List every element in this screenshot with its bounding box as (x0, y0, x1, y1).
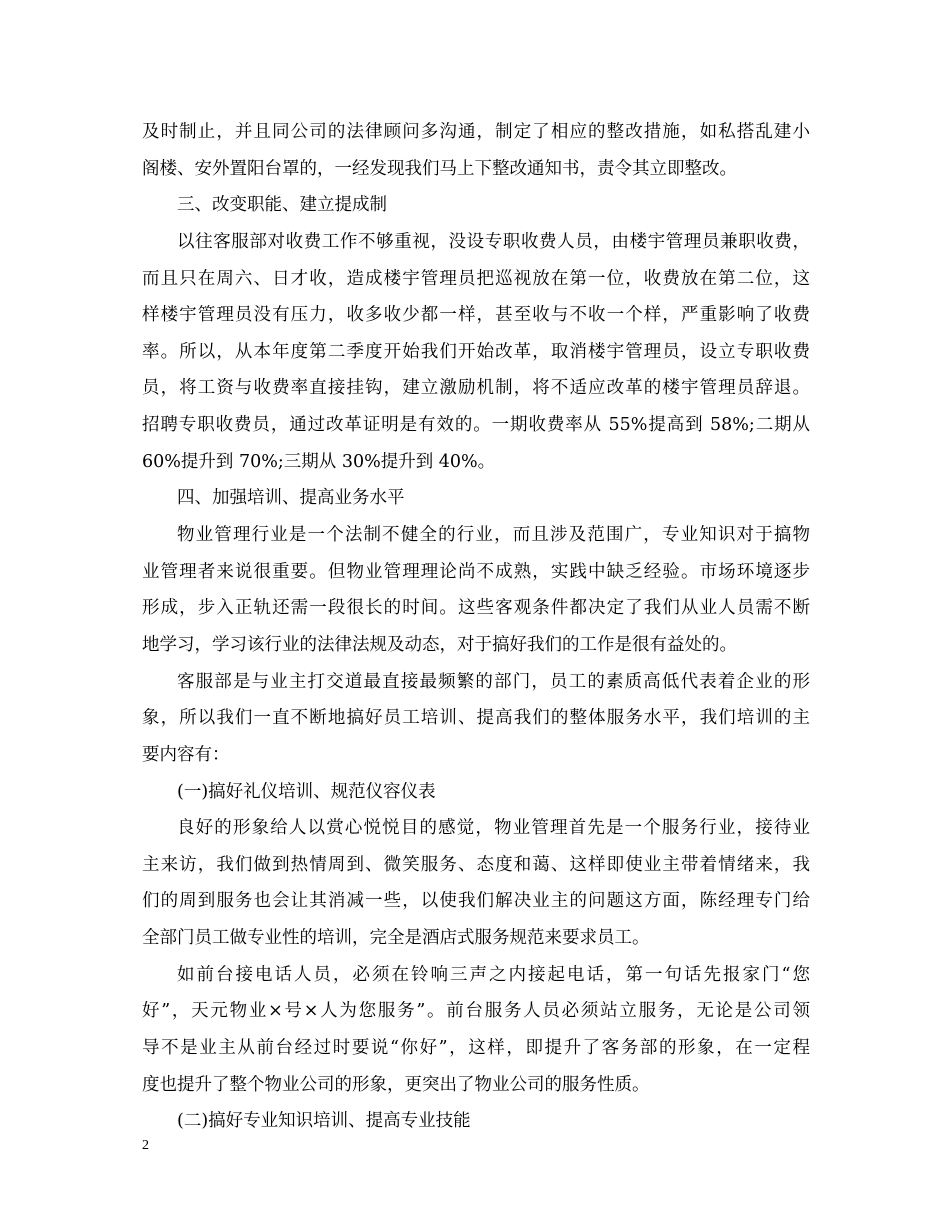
paragraph-line: 业管理者来说很重要。但物业管理理论尚不成熟，实践中缺乏经验。市场环境逐步 (142, 561, 810, 582)
page-number: 2 (142, 1138, 149, 1153)
section-heading: 三、改变职能、建立提成制 (177, 195, 387, 216)
paragraph-line: 主来访，我们做到热情周到、微笑服务、态度和蔼、这样即使业主带着情绪来，我 (142, 854, 810, 875)
paragraph-line: 好”，天元物业×号×人为您服务”。前台服务人员必须站立服务，无论是公司领 (142, 1001, 810, 1022)
paragraph-line: 要内容有： (142, 744, 230, 765)
paragraph-line: 而且只在周六、日才收，造成楼宇管理员把巡视放在第一位，收费放在第二位，这 (142, 268, 810, 289)
section-heading: (一)搞好礼仪培训、规范仪容仪表 (177, 781, 436, 802)
paragraph-line: 及时制止，并且同公司的法律顾问多沟通，制定了相应的整改措施，如私搭乱建小 (142, 122, 810, 142)
paragraph-line: 地学习，学习该行业的法律法规及动态，对于搞好我们的工作是很有益处的。 (142, 634, 737, 655)
paragraph-line: 如前台接电话人员，必须在铃响三声之内接起电话，第一句话先报家门“您 (177, 964, 810, 985)
document-body (142, 114, 810, 1140)
section-heading: 四、加强培训、提高业务水平 (177, 488, 405, 509)
paragraph-line: 形成，步入正轨还需一段很长的时间。这些客观条件都决定了我们从业人员需不断 (142, 598, 810, 619)
paragraph-line: 60%提升到 70%;三期从 30%提升到 40%。 (142, 451, 496, 472)
paragraph-line: 员，将工资与收费率直接挂钩，建立激励机制，将不适应改革的楼宇管理员辞退。 (142, 378, 810, 399)
paragraph-line: 们的周到服务也会让其消减一些，以使我们解决业主的问题这方面，陈经理专门给 (142, 891, 810, 912)
paragraph-line: 良好的形象给人以赏心悦悦目的感觉，物业管理首先是一个服务行业，接待业 (177, 818, 810, 839)
paragraph-line: 物业管理行业是一个法制不健全的行业，而且涉及范围广，专业知识对于搞物 (177, 525, 810, 546)
section-heading: (二)搞好专业知识培训、提高专业技能 (177, 1111, 471, 1132)
paragraph-line: 全部门员工做专业性的培训，完全是酒店式服务规范来要求员工。 (142, 928, 650, 949)
paragraph-line: 度也提升了整个物业公司的形象，更突出了物业公司的服务性质。 (142, 1074, 650, 1095)
paragraph-line: 客服部是与业主打交道最直接最频繁的部门，员工的素质高低代表着企业的形 (177, 671, 810, 692)
paragraph-line: 样楼宇管理员没有压力，收多收少都一样，甚至收与不收一个样，严重影响了收费 (142, 305, 810, 326)
paragraph-line: 导不是业主从前台经过时要说“你好”，这样，即提升了客务部的形象，在一定程 (142, 1038, 810, 1059)
paragraph-line: 招聘专职收费员，通过改革证明是有效的。一期收费率从 55%提高到 58%;二期从 (142, 415, 810, 436)
paragraph-line: 以往客服部对收费工作不够重视，没设专职收费人员，由楼宇管理员兼职收费， (177, 231, 810, 252)
paragraph-line: 象，所以我们一直不断地搞好员工培训、提高我们的整体服务水平，我们培训的主 (142, 708, 810, 729)
paragraph-line: 率。所以，从本年度第二季度开始我们开始改革，取消楼宇管理员，设立专职收费 (142, 341, 810, 362)
paragraph-line: 阁楼、安外置阳台罩的，一经发现我们马上下整改通知书，责令其立即整改。 (142, 158, 737, 179)
